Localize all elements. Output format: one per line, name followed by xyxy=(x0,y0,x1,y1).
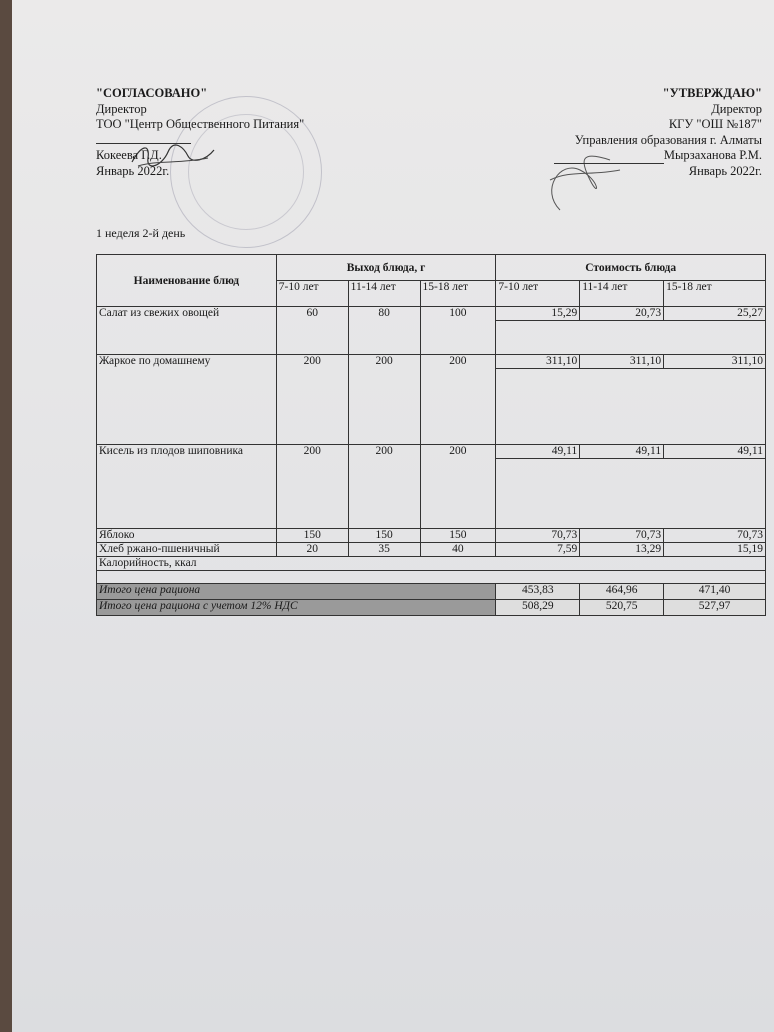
age-header: 7-10 лет xyxy=(276,281,348,307)
dish-name: Яблоко xyxy=(97,529,277,543)
dish-output: 200 xyxy=(276,445,348,529)
right-org: КГУ "ОШ №187" xyxy=(668,117,762,131)
dish-cost: 13,29 xyxy=(580,543,664,557)
menu-table xyxy=(96,254,766,616)
total-vat-value: 508,29 xyxy=(496,600,580,616)
dish-output: 150 xyxy=(276,529,348,543)
approve-title: "УТВЕРЖДАЮ" xyxy=(662,86,762,100)
col-cost-header: Стоимость блюда xyxy=(496,255,766,281)
dish-cost: 7,59 xyxy=(496,543,580,557)
dish-output: 200 xyxy=(348,355,420,445)
cost-blank xyxy=(496,321,766,355)
dish-output: 200 xyxy=(348,445,420,529)
total-vat-value: 520,75 xyxy=(580,600,664,616)
agreed-title: "СОГЛАСОВАНО" xyxy=(96,86,208,100)
dish-output: 150 xyxy=(348,529,420,543)
col-output-header: Выход блюда, г xyxy=(276,255,496,281)
right-position: Директор xyxy=(711,101,762,116)
left-signature-line xyxy=(96,133,191,144)
age-header: 11-14 лет xyxy=(580,281,664,307)
dish-cost: 70,73 xyxy=(664,529,766,543)
total-value: 471,40 xyxy=(664,584,766,600)
week-label: 1 неделя 2-й день xyxy=(96,226,186,240)
dish-cost: 25,27 xyxy=(664,307,766,321)
dish-output: 200 xyxy=(276,355,348,445)
dish-output: 100 xyxy=(420,307,496,355)
dish-cost: 311,10 xyxy=(580,355,664,369)
total-value: 453,83 xyxy=(496,584,580,600)
dish-output: 20 xyxy=(276,543,348,557)
cost-blank xyxy=(496,459,766,529)
dish-output: 80 xyxy=(348,307,420,355)
dish-cost: 70,73 xyxy=(496,529,580,543)
dish-output: 60 xyxy=(276,307,348,355)
dish-cost: 49,11 xyxy=(664,445,766,459)
left-name: Кокеева Г.Д. xyxy=(96,148,162,162)
total-value: 464,96 xyxy=(580,584,664,600)
blank-row xyxy=(97,571,766,584)
age-header: 7-10 лет xyxy=(496,281,580,307)
dish-cost: 49,11 xyxy=(580,445,664,459)
dish-name: Хлеб ржано-пшеничный xyxy=(97,543,277,557)
approval-left xyxy=(96,86,304,179)
dish-output: 35 xyxy=(348,543,420,557)
right-dept: Управления образования г. Алматы xyxy=(574,132,762,147)
dish-cost: 15,29 xyxy=(496,307,580,321)
dish-output: 150 xyxy=(420,529,496,543)
dish-output: 40 xyxy=(420,543,496,557)
dish-name: Жаркое по домашнему xyxy=(97,355,277,445)
dish-cost: 311,10 xyxy=(664,355,766,369)
age-header: 11-14 лет xyxy=(348,281,420,307)
right-name: Мырзаханова Р.М. xyxy=(663,148,762,162)
dish-cost: 49,11 xyxy=(496,445,580,459)
cost-blank xyxy=(496,369,766,445)
dish-name: Кисель из плодов шиповника xyxy=(97,445,277,529)
age-header: 15-18 лет xyxy=(420,281,496,307)
left-position: Директор xyxy=(96,101,147,116)
dish-cost: 20,73 xyxy=(580,307,664,321)
right-signature-line xyxy=(554,153,664,164)
dish-cost: 311,10 xyxy=(496,355,580,369)
dish-output: 200 xyxy=(420,445,496,529)
left-date: Январь 2022г. xyxy=(96,163,170,178)
dish-cost: 70,73 xyxy=(580,529,664,543)
dish-cost: 15,19 xyxy=(664,543,766,557)
total-vat-label: Итого цена рациона с учетом 12% НДС xyxy=(97,600,496,616)
col-name-header: Наименование блюд xyxy=(97,255,277,307)
right-date: Январь 2022г. xyxy=(688,163,762,178)
age-header: 15-18 лет xyxy=(664,281,766,307)
approval-right xyxy=(554,86,762,179)
total-vat-value: 527,97 xyxy=(664,600,766,616)
calories-label: Калорийность, ккал xyxy=(97,557,766,571)
left-org: ТОО "Центр Общественного Питания" xyxy=(96,117,305,131)
dish-output: 200 xyxy=(420,355,496,445)
dish-name: Салат из свежих овощей xyxy=(97,307,277,355)
total-label: Итого цена рациона xyxy=(97,584,496,600)
